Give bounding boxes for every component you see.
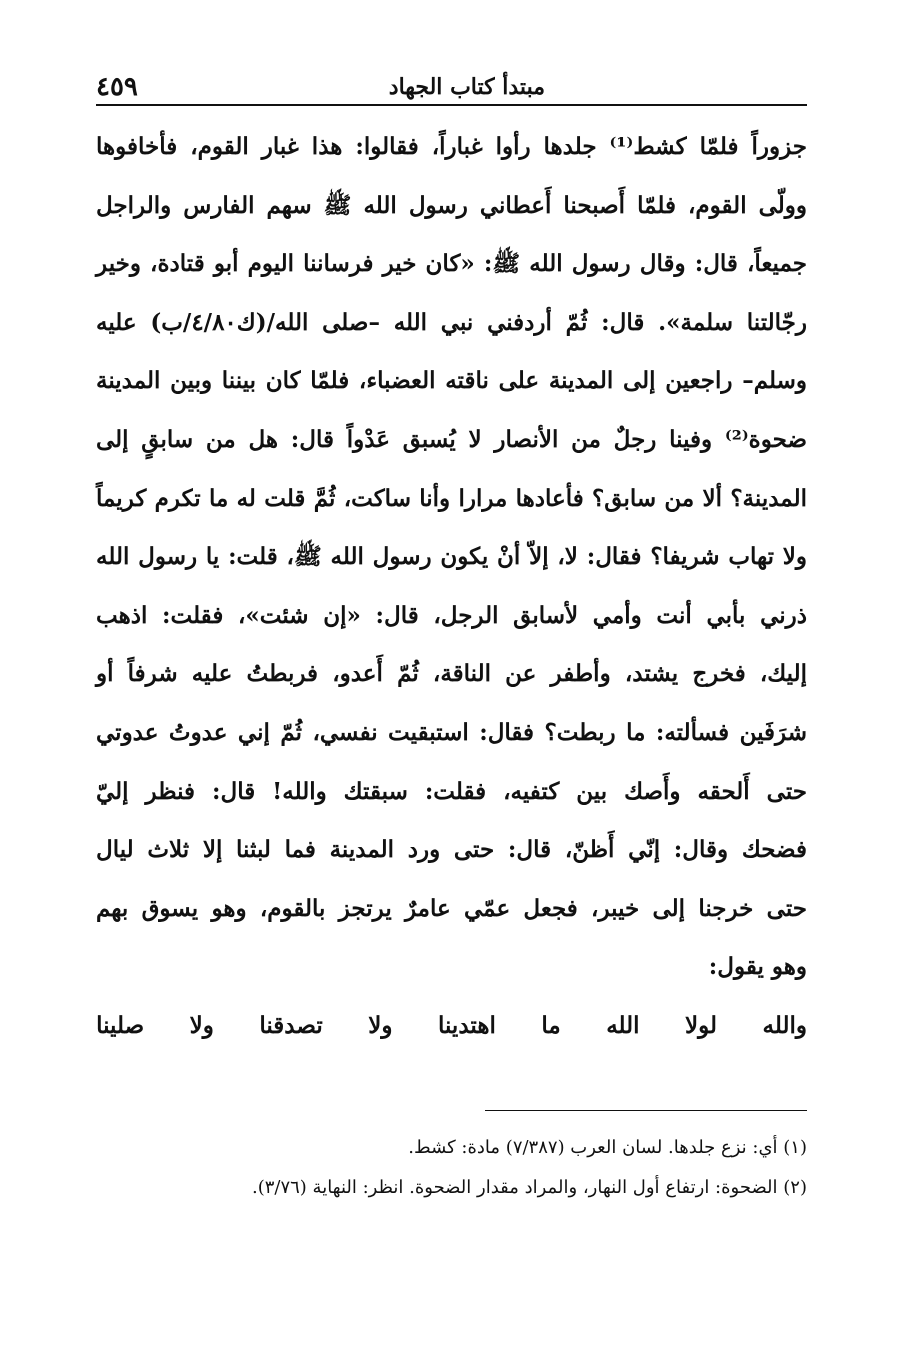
running-header bbox=[96, 72, 807, 106]
text-line: المدينة؟ ألا من سابق؟ فأعادها مرارا وأنا ساكت، ثُمَّ قلت له ما تكرم كريماً bbox=[96, 484, 807, 512]
page-number: ٤٥٩ bbox=[96, 72, 138, 102]
text-line: جزوراً فلمّا كشط⁽¹⁾ جلدها رأوا غباراً، فقالوا: هذا غبار القوم، فأخافوها bbox=[96, 133, 807, 160]
header-rule bbox=[96, 104, 807, 106]
footnote-rule bbox=[485, 1110, 807, 1111]
footnotes bbox=[96, 1128, 807, 1208]
text-line: ضحوة⁽²⁾ وفينا رجلٌ من الأنصار لا يُسبق عَدْواً قال: هل من سابقٍ إلى bbox=[96, 425, 807, 453]
verse-word: صلينا bbox=[96, 1011, 145, 1039]
text-line: حتى أَلحقه وأَصك بين كتفيه، فقلت: سبقتك والله! قال: فنظر إليّ bbox=[96, 777, 807, 805]
running-title: مبتدأ كتاب الجهاد bbox=[388, 74, 545, 100]
text-line: ذرني بأبي أنت وأمي لأسابق الرجل، قال: «إن شئت»، فقلت: اذهب bbox=[96, 601, 807, 629]
text-line: وولّى القوم، فلمّا أَصبحنا أَعطاني رسول الله ﷺ سهم الفارس والراجل bbox=[96, 191, 807, 219]
text-line: رجّالتنا سلمة». قال: ثُمّ أردفني نبي الله –صلى الله/(ك٤/٨٠/ب) عليه bbox=[96, 308, 807, 336]
verse-word: ولا bbox=[189, 1011, 214, 1039]
text-line: فضحك وقال: إنّي أَظنّ، قال: حتى ورد المدينة فما لبثنا إلا ثلاث ليال bbox=[96, 836, 807, 864]
text-line: إليك، فخرج يشتد، وأطفر عن الناقة، ثُمّ أَعدو، فربطتُ عليه شرفاً أو bbox=[96, 660, 807, 688]
footnote: (٢) الضحوة: ارتفاع أول النهار، والمراد مقدار الضحوة. انظر: النهاية (٣/٧٦). bbox=[251, 1177, 807, 1198]
poetry-verse bbox=[96, 997, 807, 1056]
main-text bbox=[96, 118, 807, 1056]
verse-word: ما bbox=[541, 1011, 561, 1039]
text-line: وسلم– راجعين إلى المدينة على ناقته العضباء، فلمّا كان بيننا وبين المدينة bbox=[96, 367, 807, 395]
verse-word: لولا bbox=[685, 1011, 718, 1039]
text-line: شرَفَين فسألته: ما ربطت؟ فقال: استبقيت نفسي، ثُمّ إني عدوتُ عدوتي bbox=[96, 718, 807, 746]
text-line: حتى خرجنا إلى خيبر، فجعل عمّي عامرٌ يرتجز بالقوم، وهو يسوق بهم bbox=[96, 894, 807, 922]
verse-word: اهتدينا bbox=[437, 1011, 496, 1039]
verse-word: تصدقنا bbox=[259, 1011, 323, 1039]
text-line: جميعاً، قال: وقال رسول الله ﷺ: «كان خير فرساننا اليوم أبو قتادة، وخير bbox=[96, 250, 807, 278]
verse-word: ولا bbox=[368, 1011, 393, 1039]
footnote: (١) أي: نزع جلدها. لسان العرب (٧/٣٨٧) مادة: كشط. bbox=[408, 1137, 807, 1158]
verse-word: والله bbox=[762, 1011, 807, 1039]
text-line: وهو يقول: bbox=[708, 953, 807, 981]
verse-word: الله bbox=[606, 1011, 640, 1039]
text-line: ولا تهاب شريفا؟ فقال: لا، إلاّ أنْ يكون رسول الله ﷺ، قلت: يا رسول الله bbox=[96, 543, 807, 571]
